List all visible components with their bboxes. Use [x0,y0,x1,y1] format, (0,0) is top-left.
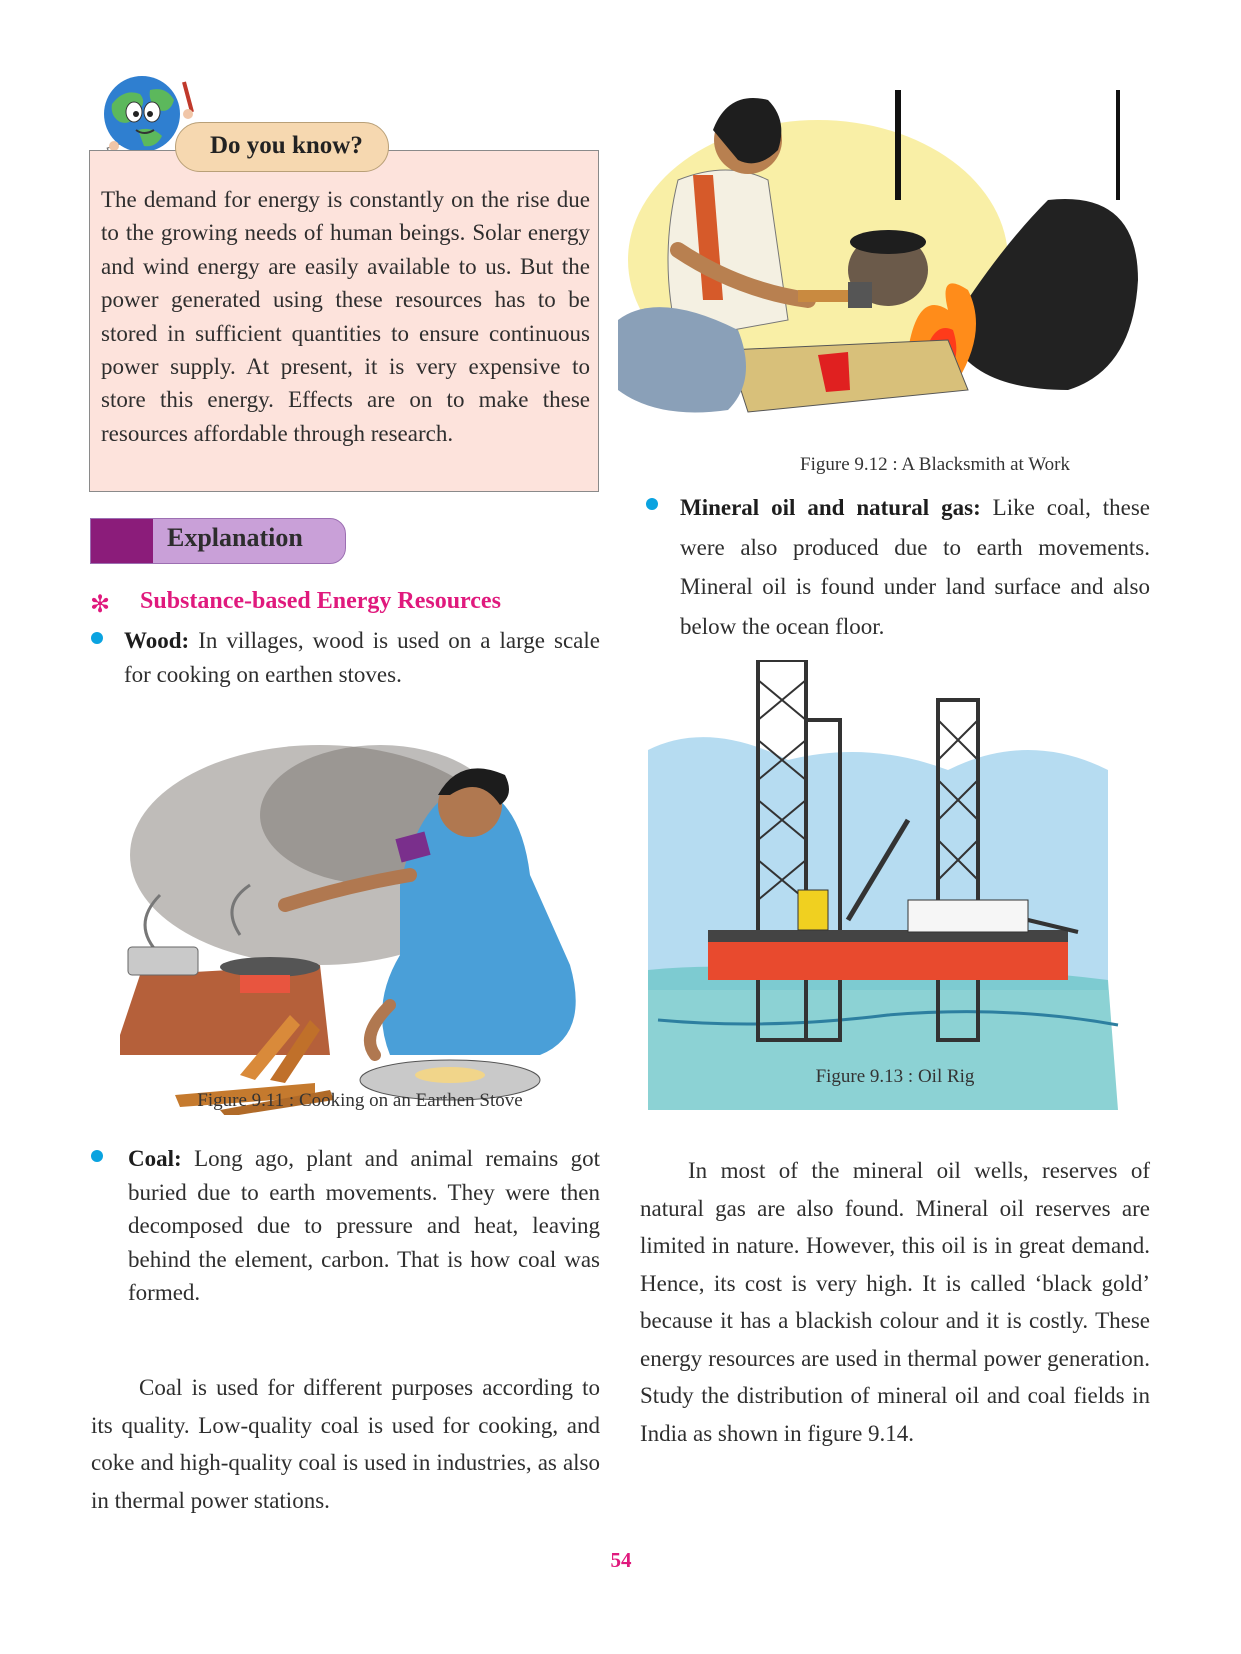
bullet-icon [91,1150,103,1162]
oil-wells-paragraph: In most of the mineral oil wells, reserves of natural gas are also found. Mineral oil reserves are limited in nature. However, this oil is in great demand. Hence, its cost is very high. It is called ‘black gold’ because it has a blackish colour and it is costly. These energy resources are used in thermal power generation. Study the distribution of mineral oil and coal fields in India as shown in figure 9.14. [640,1158,1150,1446]
wood-term: Wood: [124,628,190,653]
coal-paragraph [128,1142,600,1310]
mineral-oil-text: Like coal, these were also produced due to earth movements. Mineral oil is found under land surface and also below the ocean floor. [680,495,1151,639]
figure-9-12-caption: Figure 9.12 : A Blacksmith at Work [800,454,1070,475]
do-you-know-title: Do you know? [210,132,363,159]
bullet-icon [91,632,103,644]
cooking-earthen-stove-illustration [120,735,602,1115]
asterisk-icon: ✻ [90,590,111,618]
page-number: 54 [610,1548,632,1572]
wood-text: In villages, wood is used on a large scale for cooking on earthen stoves. [124,628,600,687]
explanation-title: Explanation [167,523,303,552]
bullet-icon [646,498,658,510]
mineral-oil-paragraph [680,488,1150,646]
wood-paragraph [124,624,600,691]
oil-rig-illustration [648,660,1138,1110]
explanation-tab-accent [91,519,153,563]
subsection-heading: Substance-based Energy Resources [140,588,501,614]
mineral-oil-term: Mineral oil and natural gas: [680,495,981,520]
coal-text: Long ago, plant and animal remains got buried due to earth movements. They were then decomposed due to pressure and heat, leaving behind the element, carbon. That is how coal was formed. [128,1146,600,1305]
coal-uses-paragraph: Coal is used for different purposes according to its quality. Low-quality coal is used for cooking, and coke and high-quality coal is used in industries, as also in thermal power stations. [91,1375,600,1513]
coal-term: Coal: [128,1146,182,1171]
do-you-know-text: The demand for energy is constantly on the rise due to the growing needs of human beings. Solar energy and wind energy are easily available to us. But the power generated using these resources has to be stored in sufficient quantities to ensure continuous power supply. At present, it is very expensive to store this energy. Effects are on to make these resources affordable through research. [101,187,590,446]
figure-9-11-caption: Figure 9.11 : Cooking on an Earthen Stove [197,1090,523,1111]
blacksmith-at-work-illustration [618,90,1148,452]
figure-9-13-caption: Figure 9.13 : Oil Rig [815,1066,975,1087]
